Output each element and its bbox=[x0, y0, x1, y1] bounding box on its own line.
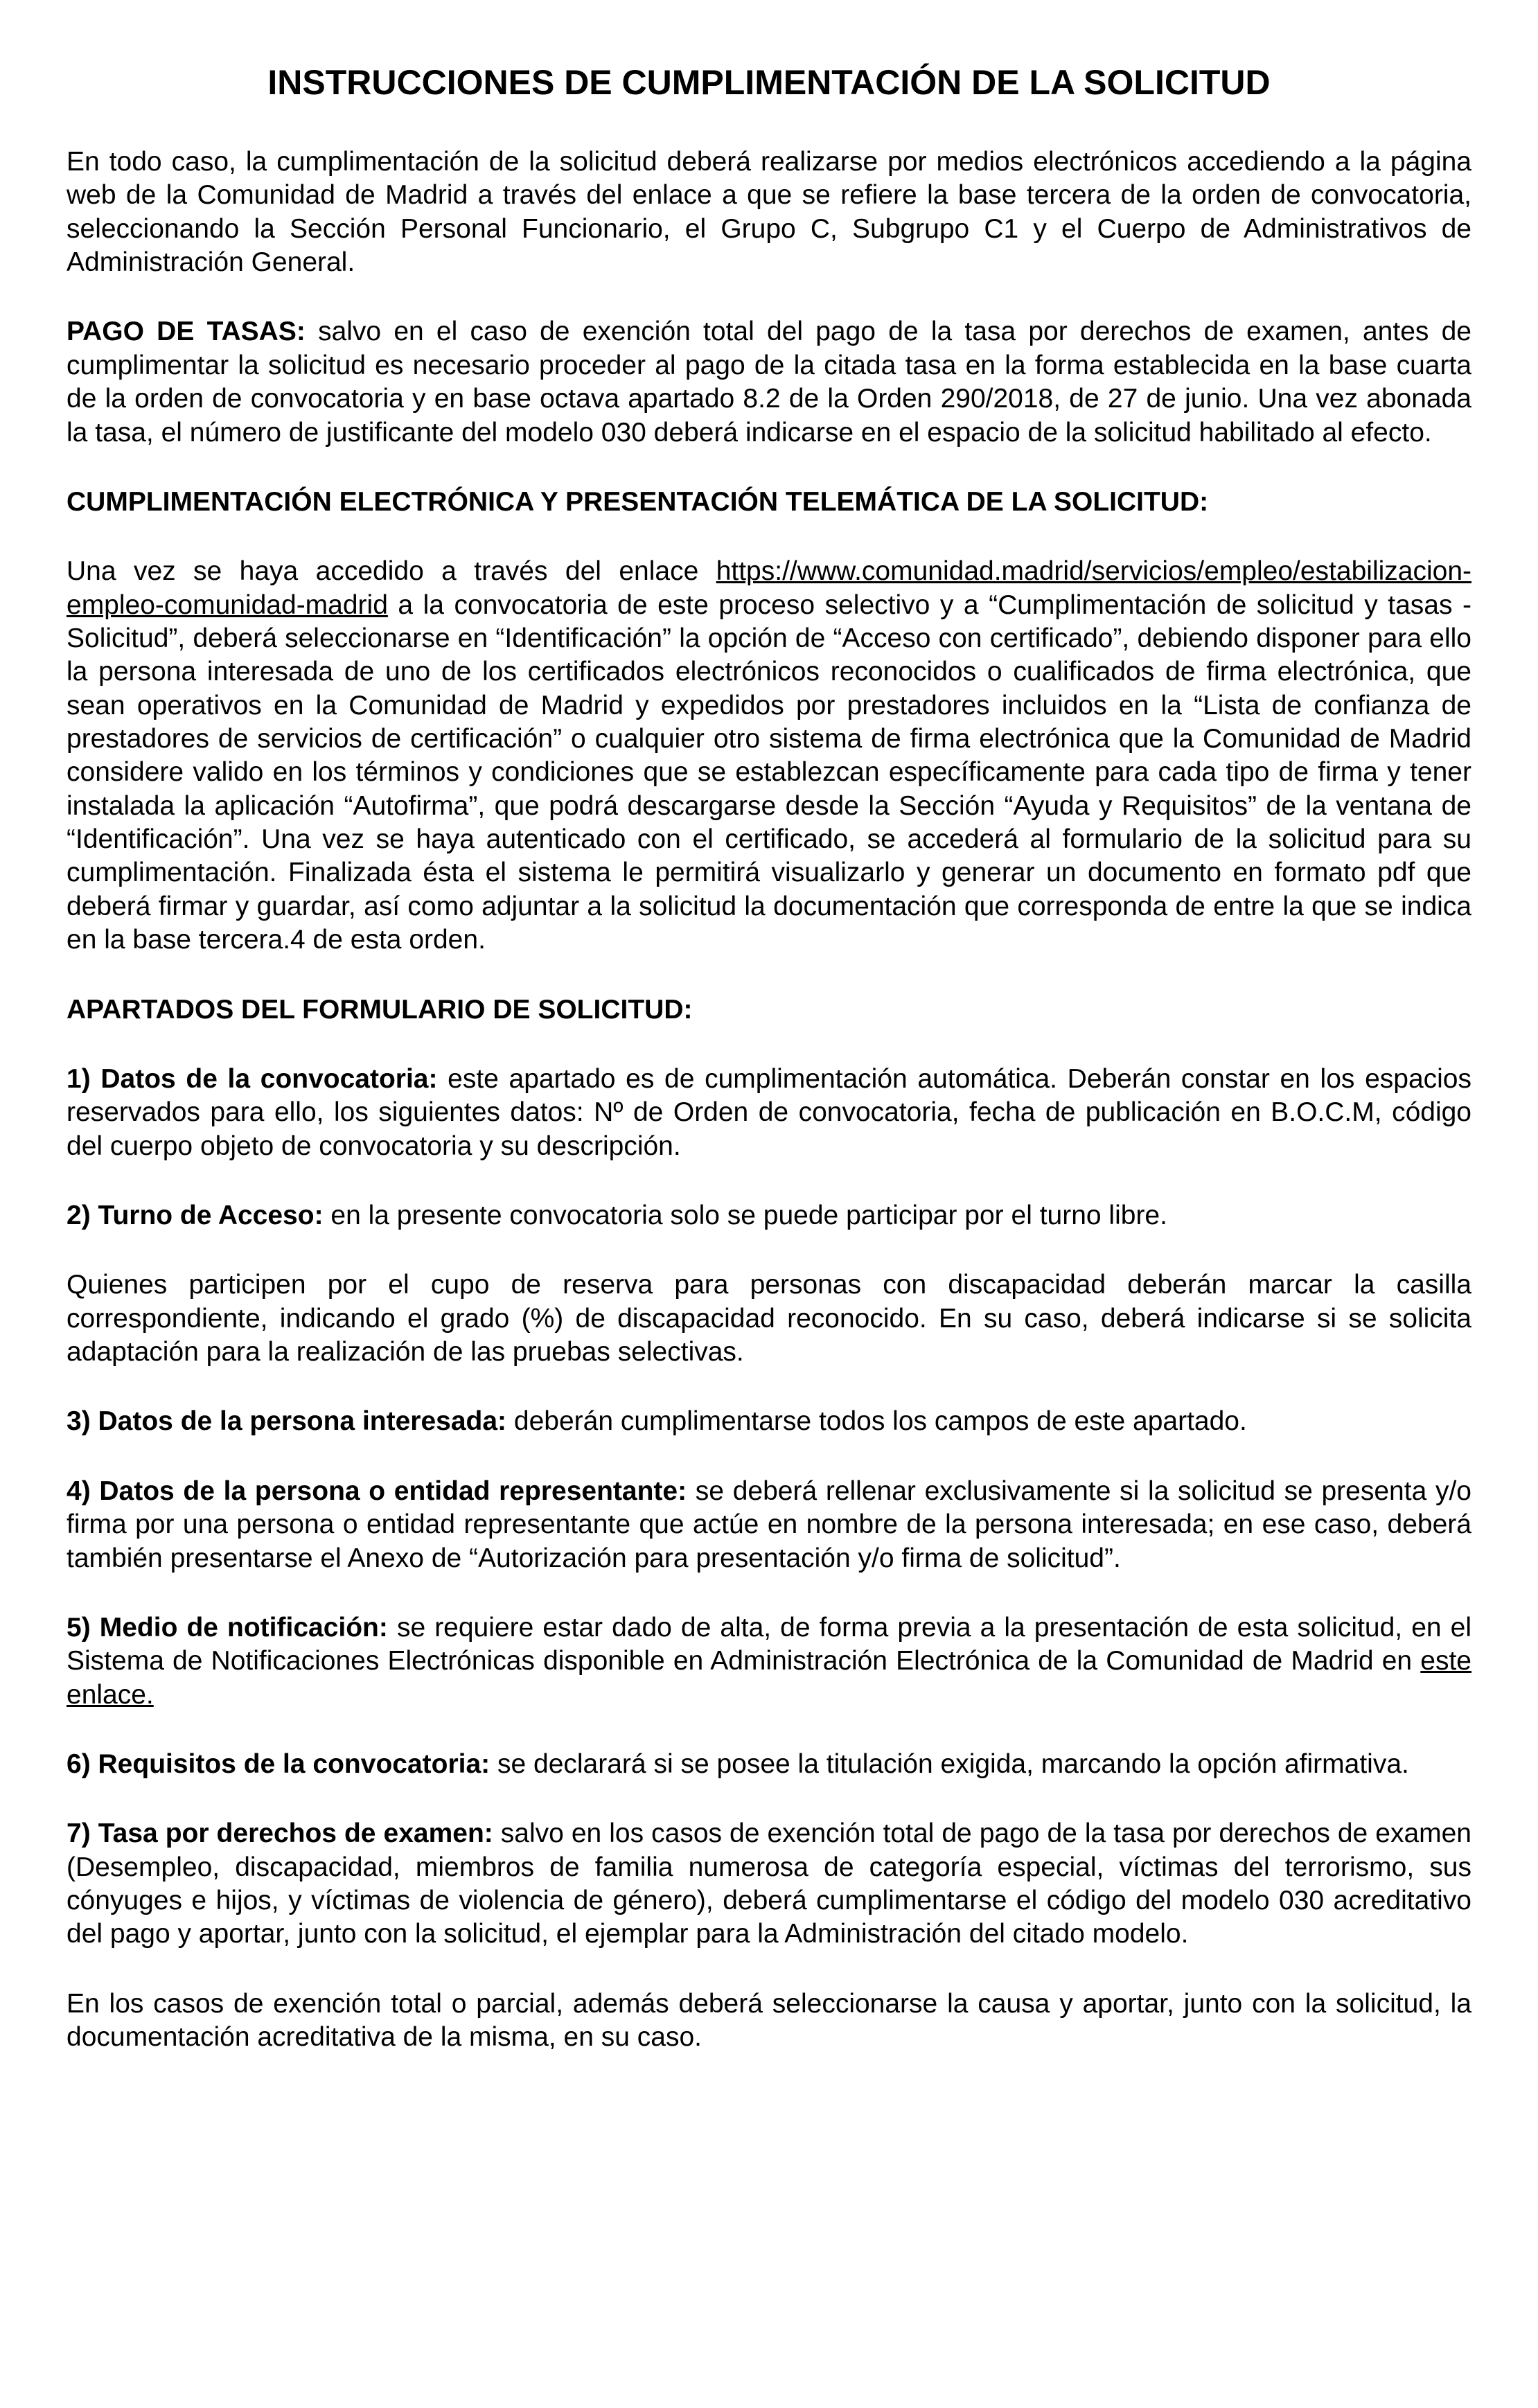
item-3-label: 3) Datos de la persona interesada: bbox=[67, 1406, 507, 1437]
item-1-label: 1) Datos de la convocatoria: bbox=[67, 1063, 438, 1094]
paragraph-text: salvo en el caso de exención total del pago de la tasa por derechos de examen, antes de cumplimentar la solicitud es necesario proceder al pago de la citada tasa en la forma establecida en la base cuarta de la orden de convocatoria y en base octava apartado 8.2 de la Orden 290/2018, de 27 de junio. Una vez abonada la tasa, el número de justificante del modelo 030 deberá indicarse en el espacio de la solicitud habilitado al efecto. bbox=[67, 317, 1471, 448]
cumplimentacion-electronica-paragraph bbox=[67, 555, 1471, 957]
paragraph-text: se declarará si se posee la titulación exigida, marcando la opción afirmativa. bbox=[490, 1749, 1409, 1779]
page-title: INSTRUCCIONES DE CUMPLIMENTACIÓN DE LA SOLICITUD bbox=[267, 63, 1271, 102]
item-3-datos-persona-interesada bbox=[67, 1405, 1471, 1438]
item-6-requisitos-convocatoria bbox=[67, 1748, 1471, 1781]
heading-cumplimentacion-electronica: CUMPLIMENTACIÓN ELECTRÓNICA Y PRESENTACIÓN TELEMÁTICA DE LA SOLICITUD: bbox=[67, 486, 1209, 517]
item-7-label: 7) Tasa por derechos de examen: bbox=[67, 1818, 493, 1849]
paragraph-text: a la convocatoria de este proceso selectivo y a “Cumplimentación de solicitud y tasas - Solicitud”, deberá seleccionarse en “Identificación” la opción de “Acceso con certificado”, debiendo disponer para ello la persona interesada de uno de los certificados electrónicos reconocidos o cualificados de firma electrónica, que sean operativos en la Comunidad de Madrid y expedidos por prestadores incluidos en la “Lista de confianza de prestadores de servicios de certificación” o cualquier otro sistema de firma electrónica que la Comunidad de Madrid considere valido en los términos y condiciones que se establezcan específicamente para cada tipo de firma y tener instalada la aplicación “Autofirma”, que podrá descargarse desde la Sección “Ayuda y Requisitos” de la ventana de “Identificación”. Una vez se haya autenticado con el certificado, se accederá al formulario de la solicitud para su cumplimentación. Finalizada ésta el sistema le permitirá visualizarlo y generar un documento en formato pdf que deberá firmar y guardar, así como adjuntar a la solicitud la documentación que corresponda de entre la que se indica en la base tercera.4 de esta orden. bbox=[67, 590, 1471, 955]
item-5-medio-notificacion bbox=[67, 1611, 1471, 1712]
item-2-label: 2) Turno de Acceso: bbox=[67, 1200, 324, 1230]
item-1-datos-convocatoria bbox=[67, 1063, 1471, 1163]
paragraph-text: salvo en los casos de exención total de pago de la tasa por derechos de examen (Desempleo, discapacidad, miembros de familia numerosa de categoría especial, víctimas del terrorismo, sus cónyuges e hijos, y víctimas de violencia de género), deberá cumplimentarse el código del modelo 030 acreditativo del pago y aportar, junto con la solicitud, el ejemplar para la Administración del citado modelo. bbox=[67, 1818, 1472, 1949]
pago-tasas-label: PAGO DE TASAS: bbox=[67, 317, 306, 347]
item-4-datos-representante bbox=[67, 1475, 1471, 1575]
cupo-reserva-paragraph bbox=[67, 1268, 1471, 1369]
intro-paragraph bbox=[67, 145, 1471, 279]
estabilizacion-empleo-link[interactable]: https://www.comunidad.madrid/servicios/empleo/estabilizacion-empleo-comunidad-madrid bbox=[67, 556, 1471, 620]
item-7-tasa-derechos-examen bbox=[67, 1817, 1471, 1951]
paragraph-text: se requiere estar dado de alta, de forma previa a la presentación de esta solicitud, en el Sistema de Notificaciones Electrónicas disponible en Administración Electrónica de la Comunidad de Madrid en bbox=[67, 1612, 1471, 1676]
paragraph-text: En los casos de exención total o parcial, además deberá seleccionarse la causa y aportar, junto con la solicitud, la documentación acreditativa de la misma, en su caso. bbox=[67, 1988, 1471, 2053]
paragraph-text: se deberá rellenar exclusivamente si la solicitud se presenta y/o firma por una persona o entidad representante que actúe en nombre de la persona interesada; en ese caso, deberá también presentarse el Anexo de “Autorización para presentación y/o firma de solicitud”. bbox=[67, 1476, 1471, 1573]
item-2-turno-acceso bbox=[67, 1199, 1471, 1232]
item-5-label: 5) Medio de notificación: bbox=[67, 1612, 388, 1643]
item-6-label: 6) Requisitos de la convocatoria: bbox=[67, 1749, 490, 1779]
item-4-label: 4) Datos de la persona o entidad representante: bbox=[67, 1476, 687, 1506]
paragraph-text: este apartado es de cumplimentación automática. Deberán constar en los espacios reservados para ello, los siguientes datos: Nº de Orden de convocatoria, fecha de publicación en B.O.C.M, código del cuerpo objeto de convocatoria y su descripción. bbox=[67, 1063, 1471, 1161]
heading-apartados-formulario: APARTADOS DEL FORMULARIO DE SOLICITUD: bbox=[67, 994, 693, 1025]
paragraph-text: Una vez se haya accedido a través del enlace bbox=[67, 556, 716, 587]
paragraph-text: deberán cumplimentarse todos los campos de este apartado. bbox=[506, 1406, 1247, 1437]
exencion-paragraph bbox=[67, 1988, 1471, 2055]
paragraph-text: en la presente convocatoria solo se puede participar por el turno libre. bbox=[323, 1200, 1167, 1230]
paragraph-text: Quienes participen por el cupo de reserva para personas con discapacidad deberán marcar la casilla correspondiente, indicando el grado (%) de discapacidad reconocido. En su caso, deberá indicarse si se solicita adaptación para la realización de las pruebas selectivas. bbox=[67, 1270, 1471, 1367]
pago-tasas-paragraph bbox=[67, 315, 1471, 449]
este-enlace-link[interactable]: este enlace. bbox=[67, 1646, 1471, 1710]
paragraph-text: En todo caso, la cumplimentación de la solicitud deberá realizarse por medios electrónicos accediendo a la página web de la Comunidad de Madrid a través del enlace a que se refiere la base tercera de la orden de convocatoria, seleccionando la Sección Personal Funcionario, el Grupo C, Subgrupo C1 y el Cuerpo de Administrativos de Administración General. bbox=[67, 147, 1471, 278]
